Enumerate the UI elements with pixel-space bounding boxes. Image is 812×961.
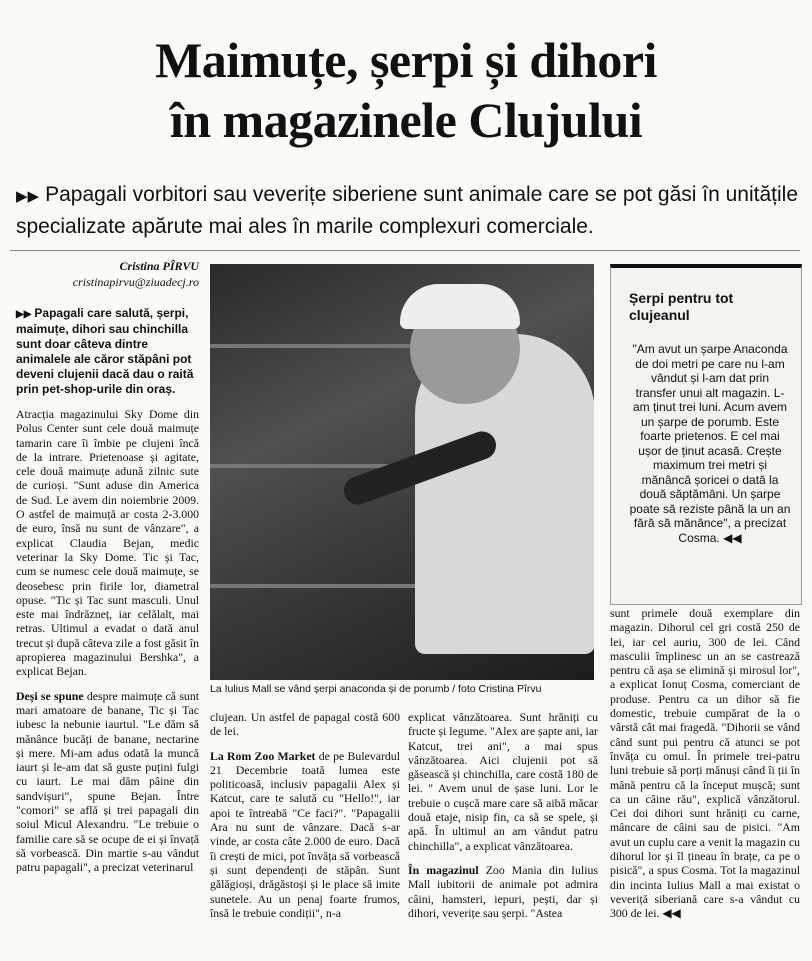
headline: [0, 30, 812, 150]
article-column-1: [16, 306, 199, 885]
paragraph: [210, 749, 400, 921]
sidebar-box: [610, 264, 802, 605]
author-name: Cristina PÎRVU: [119, 259, 199, 273]
sidebar-text: "Am avut un șarpe Anaconda de doi metri pe care nu l-am vândut și l-am dat prin transfer unui alt magazin. L-am ținut trei luni. Acum avem un șarpe de porumb. Este foarte prietenos. E cel mai ușor de ținut acasă. Crește maximum trei metri și mănâncă șoricei o dată la două săptămâni. Un șarpe poate să reziste până la un an fără să mănânce", a precizat Cosma. ◀◀: [629, 342, 791, 545]
paragraph: Atracția magazinului Sky Dome din Polus Center sunt cele două maimuțe tamarin care îi îmbie pe clujeni încă de la intrare. Prietenoase și agitate, cele două maimuțe adună zilnic sute de curioși. "Sunt aduse din America de Sud. Le avem din noiembrie 2009. O astfel de maimuță ar costa 2-3.000 de euro, însă nu sunt de vânzare", a explicat Claudia Bejan, medic veterinar la Sky Dome. Tic și Tac, cum se numesc cele două maimuțe, se deosebesc prin firile lor, diametral opuse. "Tic și Tac sunt masculi. Unul este mai îndrăzneț, iar celălalt, mai retras. Ultimul a evadat o dată anul trecut și după câteva zile a fost găsit în apropierea magazinului Bershka", a explicat Bejan.: [16, 407, 199, 679]
headline-line-2: în magazinele Clujului: [169, 92, 643, 148]
paragraph-lead: În magazinul: [408, 862, 479, 877]
photo-person-cap: [400, 284, 520, 329]
paragraph-text: de pe Bulevardul 21 Decembrie toată lumea este politicoasă, inclusiv papagalii Alex și Katcut, care te salută cu "Hello!", iar apoi te întreabă "Ce faci?". "Papagalii Ara nu sunt de vânzare. Dacă s-ar vinde, ar costa câte 2.000 de euro. Dacă îi crești de mici, pot învăța să vorbească și sunt dependenți de stăpân. Sunt gălăgioși, drăgăstoși și le place să imite sunetele. Au un penaj foarte frumos, însă le trebuie condiții", n-a: [210, 748, 400, 920]
photo-shelf: [210, 584, 420, 588]
article-intro: [16, 306, 199, 397]
intro-arrow-icon: ▶▶: [16, 309, 32, 320]
paragraph-lead: La Rom Zoo Market: [210, 748, 316, 763]
article-intro-text: Papagali care salută, șerpi, maimuțe, dihori sau chinchilla sunt doar câteva dintre animalele ale căror stăpâni pot deveni clujenii dacă dau o raită prin pet-shop-urile din oraș.: [16, 306, 194, 396]
sidebar-title: Șerpi pentru tot clujeanul: [629, 290, 734, 323]
paragraph-text: Zoo Mania din Iulius Mall iubitorii de animale pot admira câini, hamsteri, iepuri, pești, dar și dihori, veverițe sau șerpi. "Astea: [408, 862, 598, 920]
photo-shelf: [210, 464, 400, 468]
paragraph: [16, 689, 199, 875]
paragraph: clujean. Un astfel de papagal costă 600 de lei.: [210, 710, 400, 739]
headline-line-1: Maimuțe, șerpi și dihori: [155, 32, 657, 88]
article-column-3: [408, 710, 598, 930]
lead-arrow-icon: ▶▶: [16, 188, 40, 205]
paragraph-text: despre maimuțe că sunt mari amatoare de banane, Tic și Tac iubesc la nebunie iaurtul. "Le dăm să mănânce bucăți de banane, nectarine și mere. Mi-am adus odată la muncă iaurt și le-am dat să guste puțini fulgi cu iaurt. Le mai dăm pâine din sandvișuri", spune Bejan. Între "comori" se află și trei papagali din soiul Micul Alexandru. "Le trebuie o familie care să se ocupe de ei și învață să vorbească. Din martie s-au vândut patru papagali", a precizat veterinarul: [16, 688, 199, 875]
article-column-2: [210, 710, 400, 930]
photo-shelf: [210, 344, 410, 348]
byline: [16, 258, 199, 290]
photo-caption: La Iulius Mall se vând șerpi anaconda și de porumb / foto Cristina Pîrvu: [210, 683, 542, 695]
divider: [10, 250, 800, 251]
article-photo: [210, 264, 594, 680]
paragraph: sunt primele două exemplare din magazin. Dihorul cel gri costă 250 de lei, iar cel auriu, 300 de lei. Când masculii împlinesc un an se castrează pentru că așa se elimină și mirosul lor", a explicat Ionuț Cosma, comerciant de produse. Pentru ca un dihor să fie domestic, trebuie cumpărat de la o vârstă cât mai fragedă. "Dihorii se vând când sunt pui pentru că atunci se pot învăța cu omul. În primele trei-patru luni trebuie să porți mănuși când îi ții în mână pentru că la început mușcă; sunt ca un câine rău", explică vânzătorul. Cei doi dihori sunt hrăniți cu carne, mâncare de câini sau de pisici. "Am avut un cuplu care a venit la magazin cu dihorul lor și îl țineau în brațe, ca pe o pisică", a spus Cosma. Tot la magazinul din incinta Iulius Mall a mai existat o veveriță siberiană care s-a vândut cu 300 de lei. ◀◀: [610, 606, 800, 921]
article-column-4: [610, 606, 800, 931]
paragraph-lead: Deși se spune: [16, 688, 84, 703]
author-email: cristinapirvu@ziuadecj.ro: [72, 275, 199, 289]
lead-text: Papagali vorbitori sau veverițe siberiene sunt animale care se pot găsi în unitățile specializate apărute mai ales în marile complexuri comerciale.: [16, 183, 799, 238]
paragraph: explicat vânzătoarea. Sunt hrăniți cu fructe și legume. "Alex are șapte ani, iar Katcut, trei ani", a mai spus vânzătoarea. Aici clujenii pot să găsească și chinchilla, care costă 180 de lei. " Avem unul de șase luni. Lor le trebuie o cușcă mare care să aibă măcar două etaje, nisip fin, ca să se spele, și apă. În ultimul an am vândut patru chinchilla", a explicat vânzătoarea.: [408, 710, 598, 853]
lead-paragraph: [16, 180, 801, 242]
paragraph: [408, 863, 598, 920]
